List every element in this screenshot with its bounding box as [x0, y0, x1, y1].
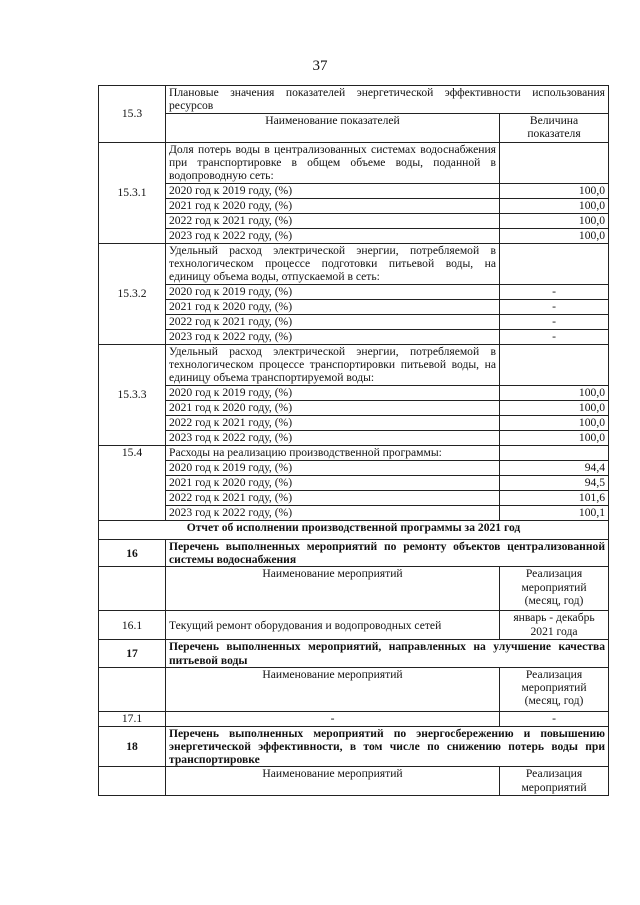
- table-row: [99, 86, 609, 114]
- table-row: [99, 431, 609, 446]
- item-name: Текущий ремонт оборудования и водопроводных сетей: [166, 611, 500, 640]
- empty-cell: [500, 345, 609, 386]
- table-row: [99, 214, 609, 229]
- empty-cell: [500, 143, 609, 184]
- column-header-name: Наименование мероприятий: [166, 567, 500, 611]
- table-row: [99, 540, 609, 567]
- indicator-value: 100,0: [500, 184, 609, 199]
- section-title: Перечень выполненных мероприятий по ремонту объектов централизованной системы водоснабжения: [166, 540, 609, 567]
- indicator-value: 100,0: [500, 386, 609, 401]
- table-row: [99, 476, 609, 491]
- year-label: 2023 год к 2022 году, (%): [166, 229, 500, 244]
- year-label: 2022 год к 2021 году, (%): [166, 315, 500, 330]
- item-number: 16.1: [99, 611, 166, 640]
- column-header-value: Реализация мероприятий (месяц, год): [500, 567, 609, 611]
- empty-cell: [500, 446, 609, 461]
- year-label: 2021 год к 2020 году, (%): [166, 199, 500, 214]
- report-title: Отчет об исполнении производственной программы за 2021 год: [99, 521, 609, 540]
- indicator-title: Удельный расход электрической энергии, потребляемой в технологическом процессе подготовки питьевой воды, на единицу объема воды, отпускаемой в сеть:: [166, 244, 500, 285]
- indicator-value: 100,0: [500, 431, 609, 446]
- indicator-value: -: [500, 315, 609, 330]
- year-label: 2021 год к 2020 году, (%): [166, 300, 500, 315]
- table-row: [99, 229, 609, 244]
- section-number: 15.3.2: [99, 244, 166, 345]
- item-number: 17.1: [99, 711, 166, 726]
- table-row: [99, 300, 609, 315]
- year-label: 2021 год к 2020 году, (%): [166, 401, 500, 416]
- indicator-value: 101,6: [500, 491, 609, 506]
- section-number: 17: [99, 640, 166, 667]
- indicator-value: -: [500, 285, 609, 300]
- table-row: [99, 244, 609, 285]
- table-row: [99, 726, 609, 767]
- column-header-name: Наименование мероприятий: [166, 767, 500, 796]
- item-period: январь - декабрь 2021 года: [500, 611, 609, 640]
- indicator-value: 100,0: [500, 199, 609, 214]
- column-header-value: Величина показателя: [500, 114, 609, 143]
- table-row: [99, 199, 609, 214]
- year-label: 2020 год к 2019 году, (%): [166, 461, 500, 476]
- indicator-value: -: [500, 330, 609, 345]
- table-row: [99, 611, 609, 640]
- section-number: 15.3.3: [99, 345, 166, 446]
- table-row: [99, 114, 609, 143]
- item-period: -: [500, 711, 609, 726]
- table-row: [99, 667, 609, 711]
- table-row: [99, 143, 609, 184]
- section-number: 15.3: [99, 86, 166, 143]
- year-label: 2023 год к 2022 году, (%): [166, 431, 500, 446]
- table-row: [99, 345, 609, 386]
- year-label: 2023 год к 2022 году, (%): [166, 330, 500, 345]
- column-header-value: Реализация мероприятий: [500, 767, 609, 796]
- table-row: [99, 711, 609, 726]
- empty-cell: [500, 244, 609, 285]
- indicator-title: Доля потерь воды в централизованных системах водоснабжения при транспортировке в общем объеме воды, поданной в водопроводную сеть:: [166, 143, 500, 184]
- year-label: 2022 год к 2021 году, (%): [166, 214, 500, 229]
- indicator-title: Удельный расход электрической энергии, потребляемой в технологическом процессе транспортировки питьевой воды, на единицу объема транспортируемой воды:: [166, 345, 500, 386]
- table-row: [99, 330, 609, 345]
- section-number: 15.3.1: [99, 143, 166, 244]
- table-row: [99, 184, 609, 199]
- section-number: 16: [99, 540, 166, 567]
- year-label: 2020 год к 2019 году, (%): [166, 184, 500, 199]
- section-title: Плановые значения показателей энергетической эффективности использования ресурсов: [166, 86, 609, 114]
- indicator-value: 94,5: [500, 476, 609, 491]
- indicator-value: 100,0: [500, 401, 609, 416]
- empty-cell: [99, 567, 166, 611]
- column-header-name: Наименование показателей: [166, 114, 500, 143]
- table-row: [99, 401, 609, 416]
- item-name: -: [166, 711, 500, 726]
- table-row: [99, 521, 609, 540]
- column-header-value: Реализация мероприятий (месяц, год): [500, 667, 609, 711]
- year-label: 2022 год к 2021 году, (%): [166, 491, 500, 506]
- section-number: 15.4: [99, 446, 166, 521]
- indicator-value: 100,0: [500, 416, 609, 431]
- year-label: 2021 год к 2020 году, (%): [166, 476, 500, 491]
- table-row: [99, 506, 609, 521]
- section-title: Перечень выполненных мероприятий по энергосбережению и повышению энергетической эффективности, в том числе по снижению потерь воды при транспортировке: [166, 726, 609, 767]
- table-row: [99, 461, 609, 476]
- table-row: [99, 416, 609, 431]
- table-row: [99, 386, 609, 401]
- section-title: Перечень выполненных мероприятий, направленных на улучшение качества питьевой воды: [166, 640, 609, 667]
- table-row: [99, 446, 609, 461]
- document-table: [98, 85, 609, 796]
- indicator-value: 100,0: [500, 229, 609, 244]
- year-label: 2022 год к 2021 году, (%): [166, 416, 500, 431]
- section-number: 18: [99, 726, 166, 767]
- table-row: [99, 767, 609, 796]
- empty-cell: [99, 667, 166, 711]
- indicator-value: 94,4: [500, 461, 609, 476]
- table-row: [99, 640, 609, 667]
- page-number: 37: [312, 58, 328, 74]
- indicator-value: 100,0: [500, 214, 609, 229]
- column-header-name: Наименование мероприятий: [166, 667, 500, 711]
- indicator-title: Расходы на реализацию производственной программы:: [166, 446, 500, 461]
- year-label: 2023 год к 2022 году, (%): [166, 506, 500, 521]
- indicator-value: 100,1: [500, 506, 609, 521]
- empty-cell: [99, 767, 166, 796]
- indicator-value: -: [500, 300, 609, 315]
- table-row: [99, 285, 609, 300]
- table-row: [99, 491, 609, 506]
- year-label: 2020 год к 2019 году, (%): [166, 285, 500, 300]
- year-label: 2020 год к 2019 году, (%): [166, 386, 500, 401]
- table-row: [99, 315, 609, 330]
- table-row: [99, 567, 609, 611]
